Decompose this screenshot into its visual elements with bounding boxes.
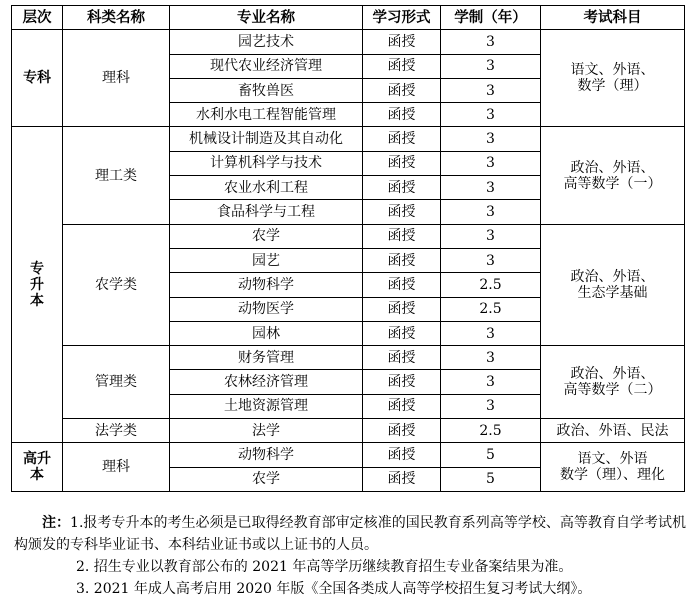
exam-subjects-faxue: 政治、外语、民法 [541,419,685,443]
exam-subjects-guanli [541,346,685,419]
major-name: 计算机科学与技术 [170,151,363,175]
major-name: 动物科学 [170,443,363,467]
exam-line: 数学（理）、理化 [560,467,665,484]
exam-line: 政治、外语、 [570,366,655,383]
exam-subjects-nongxue [541,224,685,345]
duration: 3 [441,248,541,272]
major-name: 园艺 [170,248,363,272]
duration: 3 [441,103,541,127]
exam-line: 高等数学（二） [563,382,662,399]
duration: 3 [441,30,541,54]
note-3: 3. 2021 年成人高考启用 2020 年版《全国各类成人高等学校招生复习考试大纲》。 [76,581,592,597]
study-form: 函授 [363,370,441,394]
study-form: 函授 [363,78,441,102]
study-form: 函授 [363,30,441,54]
study-form: 函授 [363,248,441,272]
note-2: 2. 招生专业以教育部公布的 2021 年高等学历继续教育招生专业备案结果为准。 [76,559,573,575]
level-char: 升 [30,276,44,293]
study-form: 函授 [363,103,441,127]
header-study-form: 学习形式 [363,6,441,30]
major-name: 财务管理 [170,346,363,370]
duration: 3 [441,127,541,151]
level-char: 高升 [23,451,51,468]
category-like: 理科 [63,443,170,492]
duration: 5 [441,443,541,467]
major-name: 农学 [170,224,363,248]
table-row [12,224,685,248]
major-name: 园艺技术 [170,30,363,54]
table-row [12,346,685,370]
study-form: 函授 [363,200,441,224]
study-form: 函授 [363,224,441,248]
category-faxue: 法学类 [63,419,170,443]
table-row [12,443,685,467]
duration: 3 [441,78,541,102]
duration: 3 [441,200,541,224]
duration: 3 [441,224,541,248]
duration: 3 [441,176,541,200]
header-duration: 学制（年） [441,6,541,30]
header-level: 层次 [12,6,63,30]
note-1 [14,512,686,556]
enrollment-table [11,5,685,492]
table-row [12,30,685,54]
exam-line: 数学（理） [577,78,648,95]
major-name: 现代农业经济管理 [170,54,363,78]
level-zhuanshengben [12,127,63,443]
level-char: 本 [30,292,44,309]
major-name: 园林 [170,321,363,345]
level-char: 专 [30,260,44,277]
major-name: 畜牧兽医 [170,78,363,102]
exam-subjects-zhuanke [541,30,685,127]
table-row [12,419,685,443]
major-name: 机械设计制造及其自动化 [170,127,363,151]
duration: 3 [441,54,541,78]
category-nongxue: 农学类 [63,224,170,345]
exam-line: 语文、外语 [577,451,648,468]
exam-line: 政治、外语、 [570,159,655,176]
category-like: 理科 [63,30,170,127]
study-form: 函授 [363,321,441,345]
major-name: 农林经济管理 [170,370,363,394]
duration: 3 [441,321,541,345]
study-form: 函授 [363,443,441,467]
duration: 5 [441,467,541,491]
study-form: 函授 [363,297,441,321]
study-form: 函授 [363,419,441,443]
major-name: 水利水电工程智能管理 [170,103,363,127]
header-exam-subjects: 考试科目 [541,6,685,30]
major-name: 农业水利工程 [170,176,363,200]
study-form: 函授 [363,467,441,491]
duration: 3 [441,370,541,394]
study-form: 函授 [363,346,441,370]
duration: 2.5 [441,297,541,321]
table-header-row [12,6,685,30]
level-zhuanke: 专科 [12,30,63,127]
note-label: 注： [42,515,71,531]
header-major: 专业名称 [170,6,363,30]
notes [14,512,686,600]
major-name: 农学 [170,467,363,491]
study-form: 函授 [363,273,441,297]
study-form: 函授 [363,176,441,200]
table-row [12,127,685,151]
major-name: 动物医学 [170,297,363,321]
exam-subjects-ligong [541,127,685,224]
exam-subjects-gaoshengben [541,443,685,492]
note-1-text: 1.报考专升本的考生必须是已取得经教育部审定核准的国民教育系列高等学校、高等教育自学考试机构颁发的专科毕业证书、本科结业证书或以上证书的人员。 [14,515,686,553]
exam-line: 语文、外语、 [570,62,655,79]
duration: 3 [441,151,541,175]
duration: 2.5 [441,273,541,297]
duration: 3 [441,346,541,370]
duration: 3 [441,394,541,418]
exam-line: 生态学基础 [577,284,648,301]
study-form: 函授 [363,394,441,418]
study-form: 函授 [363,151,441,175]
major-name: 法学 [170,419,363,443]
study-form: 函授 [363,54,441,78]
major-name: 动物科学 [170,273,363,297]
level-char: 本 [30,467,44,484]
exam-line: 高等数学（一） [563,175,662,192]
duration: 2.5 [441,419,541,443]
major-name: 食品科学与工程 [170,200,363,224]
major-name: 土地资源管理 [170,394,363,418]
category-ligong: 理工类 [63,127,170,224]
level-gaoshengben [12,443,63,492]
exam-line: 政治、外语、 [570,268,655,285]
header-category: 科类名称 [63,6,170,30]
study-form: 函授 [363,127,441,151]
category-guanli: 管理类 [63,346,170,419]
